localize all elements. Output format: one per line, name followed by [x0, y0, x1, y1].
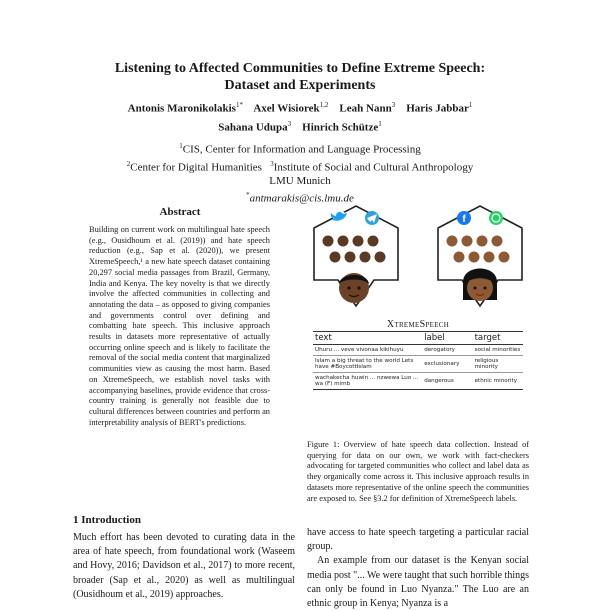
author-name: Haris Jabbar: [406, 102, 469, 115]
svg-text:f: f: [462, 214, 466, 225]
table-cell: dangerous: [422, 373, 472, 390]
annotator-avatar-left: [339, 273, 369, 303]
author-name: Sahana Udupa: [218, 121, 288, 134]
paragraph: An example from our dataset is the Kenyan social media post "... We were taught that such horrible things can only be found in Luo Nyanza." The Luo are an ethnic group in Kenya; Nyanza is a: [307, 555, 529, 610]
section-heading-introduction: 1 Introduction: [73, 514, 141, 526]
column-header: target: [473, 332, 523, 345]
affiliations: $^1$CIS, Center for Information and Language Processing $^2$Center for Digital Humanities $^3$Institute of Social and Cultural Anthropology LMU Munich *antmarakis@cis.lmu.de: [70, 139, 530, 206]
author-name: Leah Nann: [339, 102, 392, 115]
annotator-avatar-right: [463, 269, 497, 302]
author-name: Axel Wisiorek: [253, 102, 320, 115]
author-name: Antonis Maronikolakis: [127, 102, 236, 115]
affiliation-1: CIS, Center for Information and Language Processing: [182, 143, 421, 156]
author-sup: 1: [378, 119, 382, 128]
table-cell: wachakecha huwin ... nzwewa Luo ... wa (F) mimb: [313, 373, 422, 390]
table-row: [313, 373, 523, 390]
table-cell: religious minority: [473, 356, 523, 373]
affiliation-3: Institute of Social and Cultural Anthropology: [273, 161, 474, 174]
column-header: label: [422, 332, 472, 345]
author-name: Hinrich Schütze: [302, 121, 379, 134]
introduction-text: Much effort has been devoted to curating data in the area of hate speech, from foundational work (Waseem and Hovy, 2016; Davidson et al., 2017) to more recent, broader (Sap et al., 2020) as well as multilingual (Ousidhoum et al., 2019) approaches.: [73, 532, 295, 600]
table-cell: ethnic minority: [473, 373, 523, 390]
telegram-icon: [365, 211, 379, 225]
table-cell: Uhuru ... veve vivonaa kikihuyu: [313, 345, 422, 356]
table-cell: derogatory: [422, 345, 472, 356]
affiliation-2: Center for Digital Humanities: [130, 161, 262, 174]
column-header: text: [313, 332, 422, 345]
table-row: [313, 345, 523, 356]
table-cell: social minorities: [473, 345, 523, 356]
title-line-1: Listening to Affected Communities to Define Extreme Speech:: [114, 61, 486, 76]
facebook-icon: [457, 211, 471, 225]
author-sup: 1*: [235, 101, 243, 109]
figure-table: [313, 331, 523, 390]
author-sup: 3: [287, 119, 292, 128]
table-row: [313, 356, 523, 373]
author-email[interactable]: antmarakis@cis.lmu.de: [249, 192, 354, 205]
figure-caption: Figure 1: Overview of hate speech data collection. Instead of querying for data on our own, we work with fact-checkers advocating for targeted communities who collect and label data as they organically come across it. This inclusive approach results in datasets more representative of the online speech the communities are exposed to. See §3.2 for definition of XtremeSpeech labels.: [307, 440, 529, 503]
author-list: [70, 98, 530, 135]
table-cell: exclusionary: [422, 356, 472, 373]
whatsapp-icon: [489, 211, 503, 225]
figure-title: XtremeSpeech: [386, 319, 450, 330]
abstract-text: Building on current work on multilingual hate speech (e.g., Ousidhoum et al. (2019)) and hate speech reduction (e.g., Sap et al. (2020)), we present XtremeSpeech,¹ a new hate speech dataset containing 20,297 social media passages from Brazil, Germany, India and Kenya. The key novelty is that we directly involve the affected communities in collecting and annotating the data – as opposed to giving companies and governments control over defining and combatting hate speech. This inclusive approach results in datasets more representative of actually occurring online speech and is likely to facilitate the removal of the social media content that marginalized communities view as causing the most harm. Based on XtremeSpeech, we establish novel tasks with accompanying baselines, provide evidence that cross-country training is generally not feasible due to cultural differences between countries and perform an interpretability analysis of BERT's predictions.: [89, 225, 270, 427]
right-column-text: [307, 526, 529, 611]
affiliation-city: LMU Munich: [269, 175, 331, 188]
author-sup: 1: [468, 101, 473, 109]
paragraph: have access to hate speech targeting a particular racial group.: [307, 527, 529, 553]
title-line-2: Dataset and Experiments: [224, 78, 376, 93]
abstract-heading: Abstract: [159, 206, 201, 218]
author-sup: 3: [391, 101, 396, 109]
author-sup: 1,2: [319, 101, 329, 109]
table-cell: Islam a big threat to the world Lets have #BoycottIslam: [313, 356, 422, 373]
figure-table-header: [313, 332, 523, 345]
paper-title: [60, 60, 540, 94]
